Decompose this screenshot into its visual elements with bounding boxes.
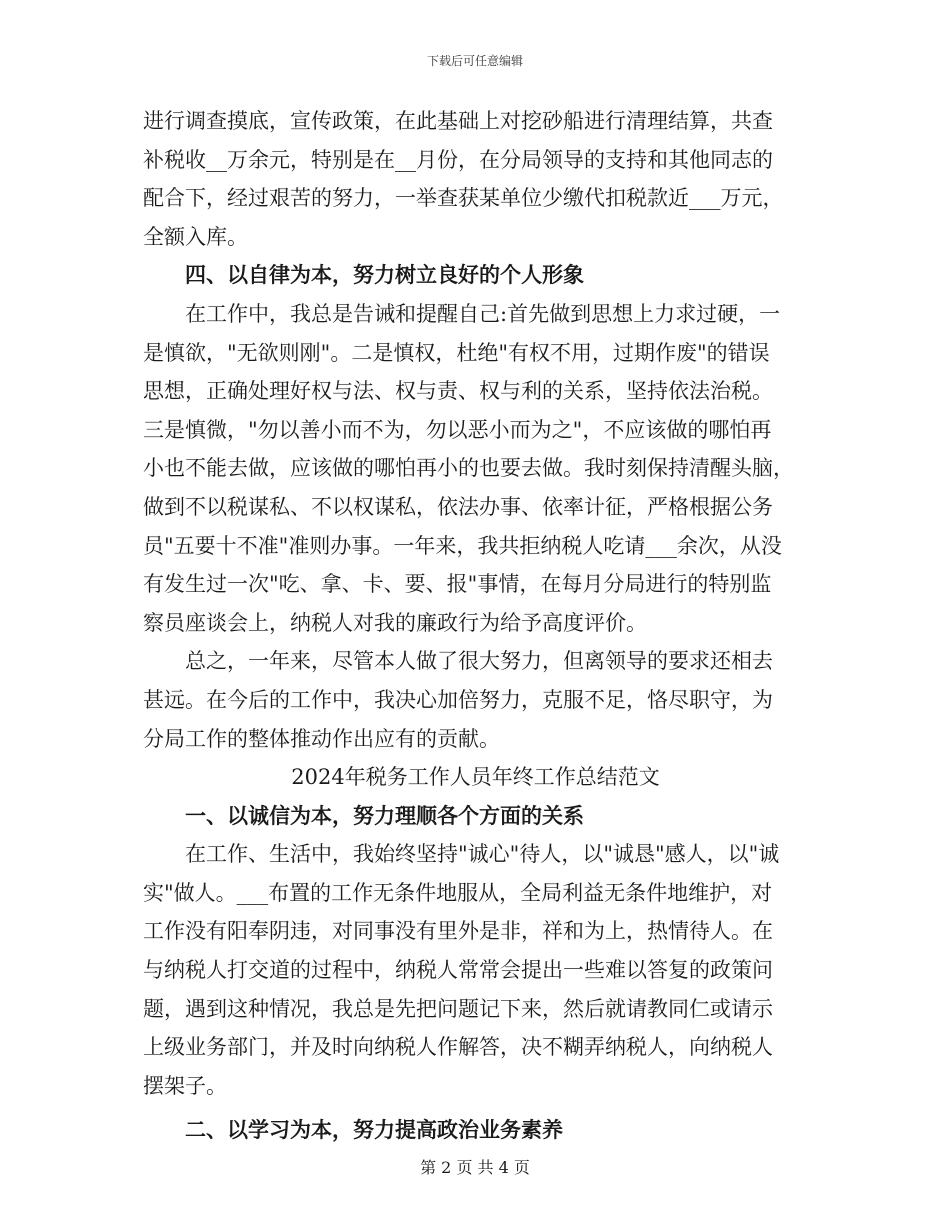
page-number: 第 2 页 共 4 页: [420, 1158, 530, 1177]
paragraph-line: 实"做人。___布置的工作无条件地服从，全局利益无条件地维护，对: [143, 880, 773, 905]
document-title: 2024年税务工作人员年终工作总结范文: [291, 765, 660, 790]
paragraph-line: 思想，正确处理好权与法、权与责、权与利的关系，坚持依法治税。: [143, 379, 773, 404]
paragraph-line: 与纳税人打交道的过程中，纳税人常常会提出一些难以答复的政策问: [143, 958, 773, 983]
paragraph-line: 配合下，经过艰苦的努力，一举查获某单位少缴代扣税款近___万元，: [143, 186, 784, 211]
section-heading: 一、以诚信为本，努力理顺各个方面的关系: [185, 802, 584, 828]
paragraph-line: 摆架子。: [143, 1073, 227, 1098]
paragraph-line: 题，遇到这种情况，我总是先把问题记下来，然后就请教同仁或请示: [143, 996, 773, 1021]
paragraph-line: 在工作中，我总是告诫和提醒自己:首先做到思想上力求过硬，一: [185, 301, 781, 326]
paragraph-line: 上级业务部门，并及时向纳税人作解答，决不糊弄纳税人，向纳税人: [143, 1035, 773, 1060]
page-header: 下载后可任意编辑: [426, 54, 523, 68]
paragraph-line: 做到不以税谋私、不以权谋私，依法办事、依率计征，严格根据公务: [143, 494, 773, 519]
paragraph-line: 总之，一年来，尽管本人做了很大努力，但离领导的要求还相去: [185, 649, 773, 674]
paragraph-line: 三是慎微，"勿以善小而不为，勿以恶小而为之"，不应该做的哪怕再: [143, 417, 772, 442]
paragraph-line: 全额入库。: [143, 224, 248, 249]
paragraph-line: 工作没有阳奉阴违，对同事没有里外是非，祥和为上，热情待人。在: [143, 919, 773, 944]
paragraph-line: 补税收__万余元，特别是在__月份，在分局领导的支持和其他同志的: [143, 147, 773, 172]
paragraph-line: 察员座谈会上，纳税人对我的廉政行为给予高度评价。: [143, 610, 647, 635]
paragraph-line: 进行调查摸底，宣传政策，在此基础上对挖砂船进行清理结算，共查: [143, 109, 773, 133]
paragraph-line: 员"五要十不准"准则办事。一年来，我共拒纳税人吃请___余次，从没: [143, 533, 782, 558]
paragraph-line: 是慎欲，"无欲则刚"。二是慎权，杜绝"有权不用，过期作废"的错误: [143, 340, 770, 365]
document-body: [143, 102, 808, 1150]
paragraph-line: 分局工作的整体推动作出应有的贡献。: [143, 726, 500, 751]
paragraph-line: 小也不能去做，应该做的哪怕再小的也要去做。我时刻保持清醒头脑，: [143, 456, 794, 481]
paragraph-line: 在工作、生活中，我始终坚持"诚心"待人，以"诚恳"感人，以"诚: [185, 842, 780, 867]
paragraph-line: 有发生过一次"吃、拿、卡、要、报"事情，在每月分局进行的特别监: [143, 572, 772, 597]
section-heading: 四、以自律为本，努力树立良好的个人形象: [185, 262, 584, 288]
paragraph-line: 甚远。在今后的工作中，我决心加倍努力，克服不足，恪尽职守，为: [143, 687, 773, 712]
section-heading: 二、以学习为本，努力提高政治业务素养: [185, 1117, 563, 1143]
